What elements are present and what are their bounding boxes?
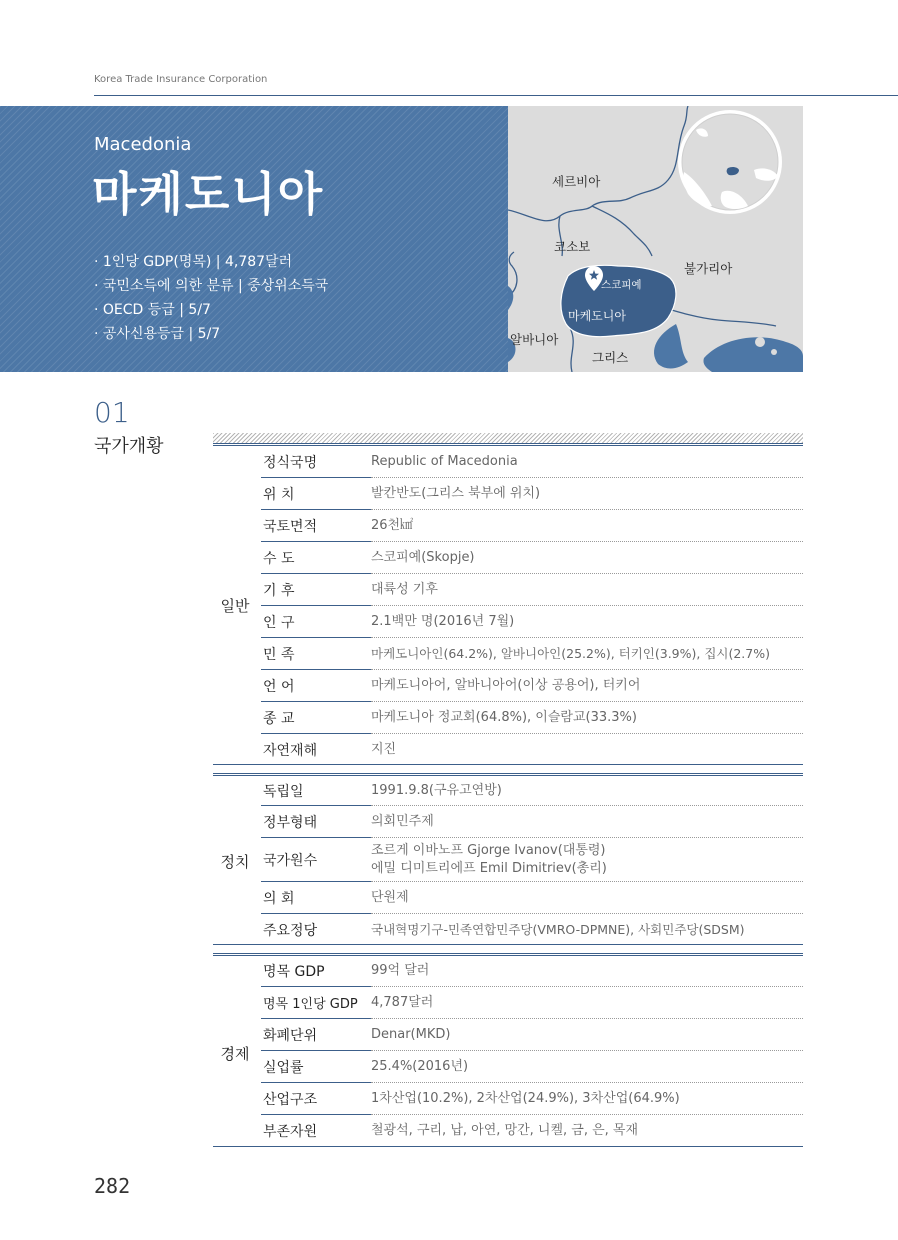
macedonia-shape xyxy=(561,265,676,336)
stat-income-class: · 국민소득에 의한 분류 | 중상위소득국 xyxy=(94,278,329,294)
table-row xyxy=(261,638,803,670)
section-title: 국가개황 xyxy=(94,436,164,457)
map-label-skopje: 스코피예 xyxy=(601,279,642,291)
group-bottom-rule xyxy=(213,764,803,765)
table-row xyxy=(261,446,803,478)
table-row xyxy=(261,734,803,765)
map-label-greece: 그리스 xyxy=(592,350,629,365)
header-rule xyxy=(94,95,898,96)
row-key: 명목 1인당 GDP xyxy=(261,987,371,1019)
table-row xyxy=(261,1115,803,1147)
table-row xyxy=(261,510,803,542)
row-key: 실업률 xyxy=(261,1051,371,1083)
row-value-line: 발칸반도(그리스 북부에 위치) xyxy=(371,485,541,501)
table-row xyxy=(261,702,803,734)
row-value-line: 1차산업(10.2%), 2차산업(24.9%), 3차산업(64.9%) xyxy=(371,1090,680,1106)
map-island-2 xyxy=(771,349,777,355)
map-label-serbia: 세르비아 xyxy=(552,174,601,189)
row-value-line: 26천㎢ xyxy=(371,517,414,533)
row-value-line: 단원제 xyxy=(371,889,409,905)
row-key: 종 교 xyxy=(261,702,371,734)
row-value-line: 마케도니아인(64.2%), 알바니아인(25.2%), 터키인(3.9%), 집시(2.7%) xyxy=(371,645,770,661)
row-value xyxy=(371,542,803,574)
page-number: 282 xyxy=(94,1174,131,1198)
row-value-line: 의회민주제 xyxy=(371,813,434,829)
row-value xyxy=(371,574,803,606)
row-key: 민 족 xyxy=(261,638,371,670)
row-value-line: 1991.9.8(구유고연방) xyxy=(371,782,502,798)
group-bottom-rule xyxy=(213,944,803,945)
table-row xyxy=(261,838,803,882)
table-row xyxy=(261,670,803,702)
row-value xyxy=(371,702,803,734)
row-key: 국가원수 xyxy=(261,838,371,882)
map-label-bulgaria: 불가리아 xyxy=(684,261,733,276)
row-value-line: 마케도니아 정교회(64.8%), 이슬람교(33.3%) xyxy=(371,709,637,725)
section-number: 01 xyxy=(94,396,130,429)
row-value xyxy=(371,987,803,1019)
row-value xyxy=(371,1019,803,1051)
row-value-line: 2.1백만 명(2016년 7월) xyxy=(371,613,515,629)
row-value xyxy=(371,734,803,765)
table-row xyxy=(261,606,803,638)
row-key: 주요정당 xyxy=(263,922,318,939)
map-island-1 xyxy=(755,337,765,347)
table-row xyxy=(261,1019,803,1051)
row-key: 의 회 xyxy=(261,882,371,914)
row-value-line: 마케도니아어, 알바니아어(이상 공용어), 터키어 xyxy=(371,677,641,693)
map-label-albania: 알바니아 xyxy=(510,332,559,347)
row-value xyxy=(371,446,803,478)
row-value-line: 철광석, 구리, 납, 아연, 망간, 니켈, 금, 은, 목재 xyxy=(371,1123,639,1138)
row-value xyxy=(371,510,803,542)
group-label-economy: 경제 xyxy=(220,1045,250,1063)
row-key: 독립일 xyxy=(261,776,371,806)
row-key: 산업구조 xyxy=(261,1083,371,1115)
table-row xyxy=(261,806,803,838)
row-value-line: 4,787달러 xyxy=(371,994,434,1010)
row-value-line: 조르게 이바노프 Gjorge Ivanov(대통령) xyxy=(371,842,606,858)
stat-ksure-grade: · 공사신용등급 | 5/7 xyxy=(94,326,221,342)
table-row xyxy=(261,1083,803,1115)
table-row xyxy=(261,987,803,1019)
country-name-ko: 마케도니아 xyxy=(92,167,325,221)
row-key: 수 도 xyxy=(261,542,371,574)
group-label-general: 일반 xyxy=(220,597,250,615)
table-group-politics xyxy=(213,773,803,945)
table-row xyxy=(261,478,803,510)
row-value-line: 25.4%(2016년) xyxy=(371,1058,469,1074)
row-value xyxy=(371,606,803,638)
row-key: 국토면적 xyxy=(261,510,371,542)
row-value xyxy=(371,882,803,914)
group-label-politics: 정치 xyxy=(220,853,250,871)
row-value xyxy=(371,838,803,882)
row-key: 부존자원 xyxy=(263,1124,318,1140)
row-value xyxy=(371,914,803,945)
row-key: 언 어 xyxy=(261,670,371,702)
location-map xyxy=(508,106,803,372)
row-value-line: Republic of Macedonia xyxy=(371,453,518,469)
row-value-line: 99억 달러 xyxy=(371,963,430,978)
row-value xyxy=(371,1083,803,1115)
table-row xyxy=(261,882,803,914)
section-hatch-divider xyxy=(213,433,803,443)
stat-gdp-per-capita: · 1인당 GDP(명목) | 4,787달러 xyxy=(94,254,293,270)
key-stats xyxy=(94,250,328,346)
row-key: 화폐단위 xyxy=(261,1019,371,1051)
row-value xyxy=(371,776,803,806)
row-key: 자연재해 xyxy=(263,742,318,759)
row-value-line: 대륙성 기후 xyxy=(371,581,438,597)
map-label-macedonia: 마케도니아 xyxy=(568,309,626,323)
table-row xyxy=(261,776,803,806)
row-value-line: 스코피예(Skopje) xyxy=(371,549,475,565)
table-group-economy xyxy=(213,953,803,1147)
row-value-line: 국내혁명기구-민족연합민주당(VMRO-DPMNE), 사회민주당(SDSM) xyxy=(371,921,745,937)
table-row xyxy=(261,1051,803,1083)
row-value xyxy=(371,638,803,670)
table-row xyxy=(261,574,803,606)
row-key: 명목 GDP xyxy=(261,956,371,987)
group-bottom-rule xyxy=(213,1146,803,1147)
country-name-en: Macedonia xyxy=(94,134,192,155)
row-value-line: Denar(MKD) xyxy=(371,1026,451,1042)
row-value xyxy=(371,1051,803,1083)
row-value xyxy=(371,478,803,510)
row-key: 기 후 xyxy=(261,574,371,606)
map-label-kosovo: 코소보 xyxy=(554,239,591,254)
row-value xyxy=(371,670,803,702)
table-row xyxy=(261,956,803,987)
row-key: 위 치 xyxy=(261,478,371,510)
stat-oecd-grade: · OECD 등급 | 5/7 xyxy=(94,302,211,318)
row-value-line: 에밀 디미트리에프 Emil Dimitriev(총리) xyxy=(371,860,607,876)
table-row xyxy=(261,542,803,574)
header-org: Korea Trade Insurance Corporation xyxy=(94,74,268,85)
row-key: 정식국명 xyxy=(261,446,371,478)
table-row xyxy=(261,914,803,945)
row-value xyxy=(371,956,803,987)
row-key: 인 구 xyxy=(261,606,371,638)
row-key: 정부형태 xyxy=(261,806,371,838)
row-value-line: 지진 xyxy=(371,741,397,757)
table-group-general xyxy=(213,443,803,765)
row-value xyxy=(371,806,803,838)
row-value xyxy=(371,1115,803,1147)
